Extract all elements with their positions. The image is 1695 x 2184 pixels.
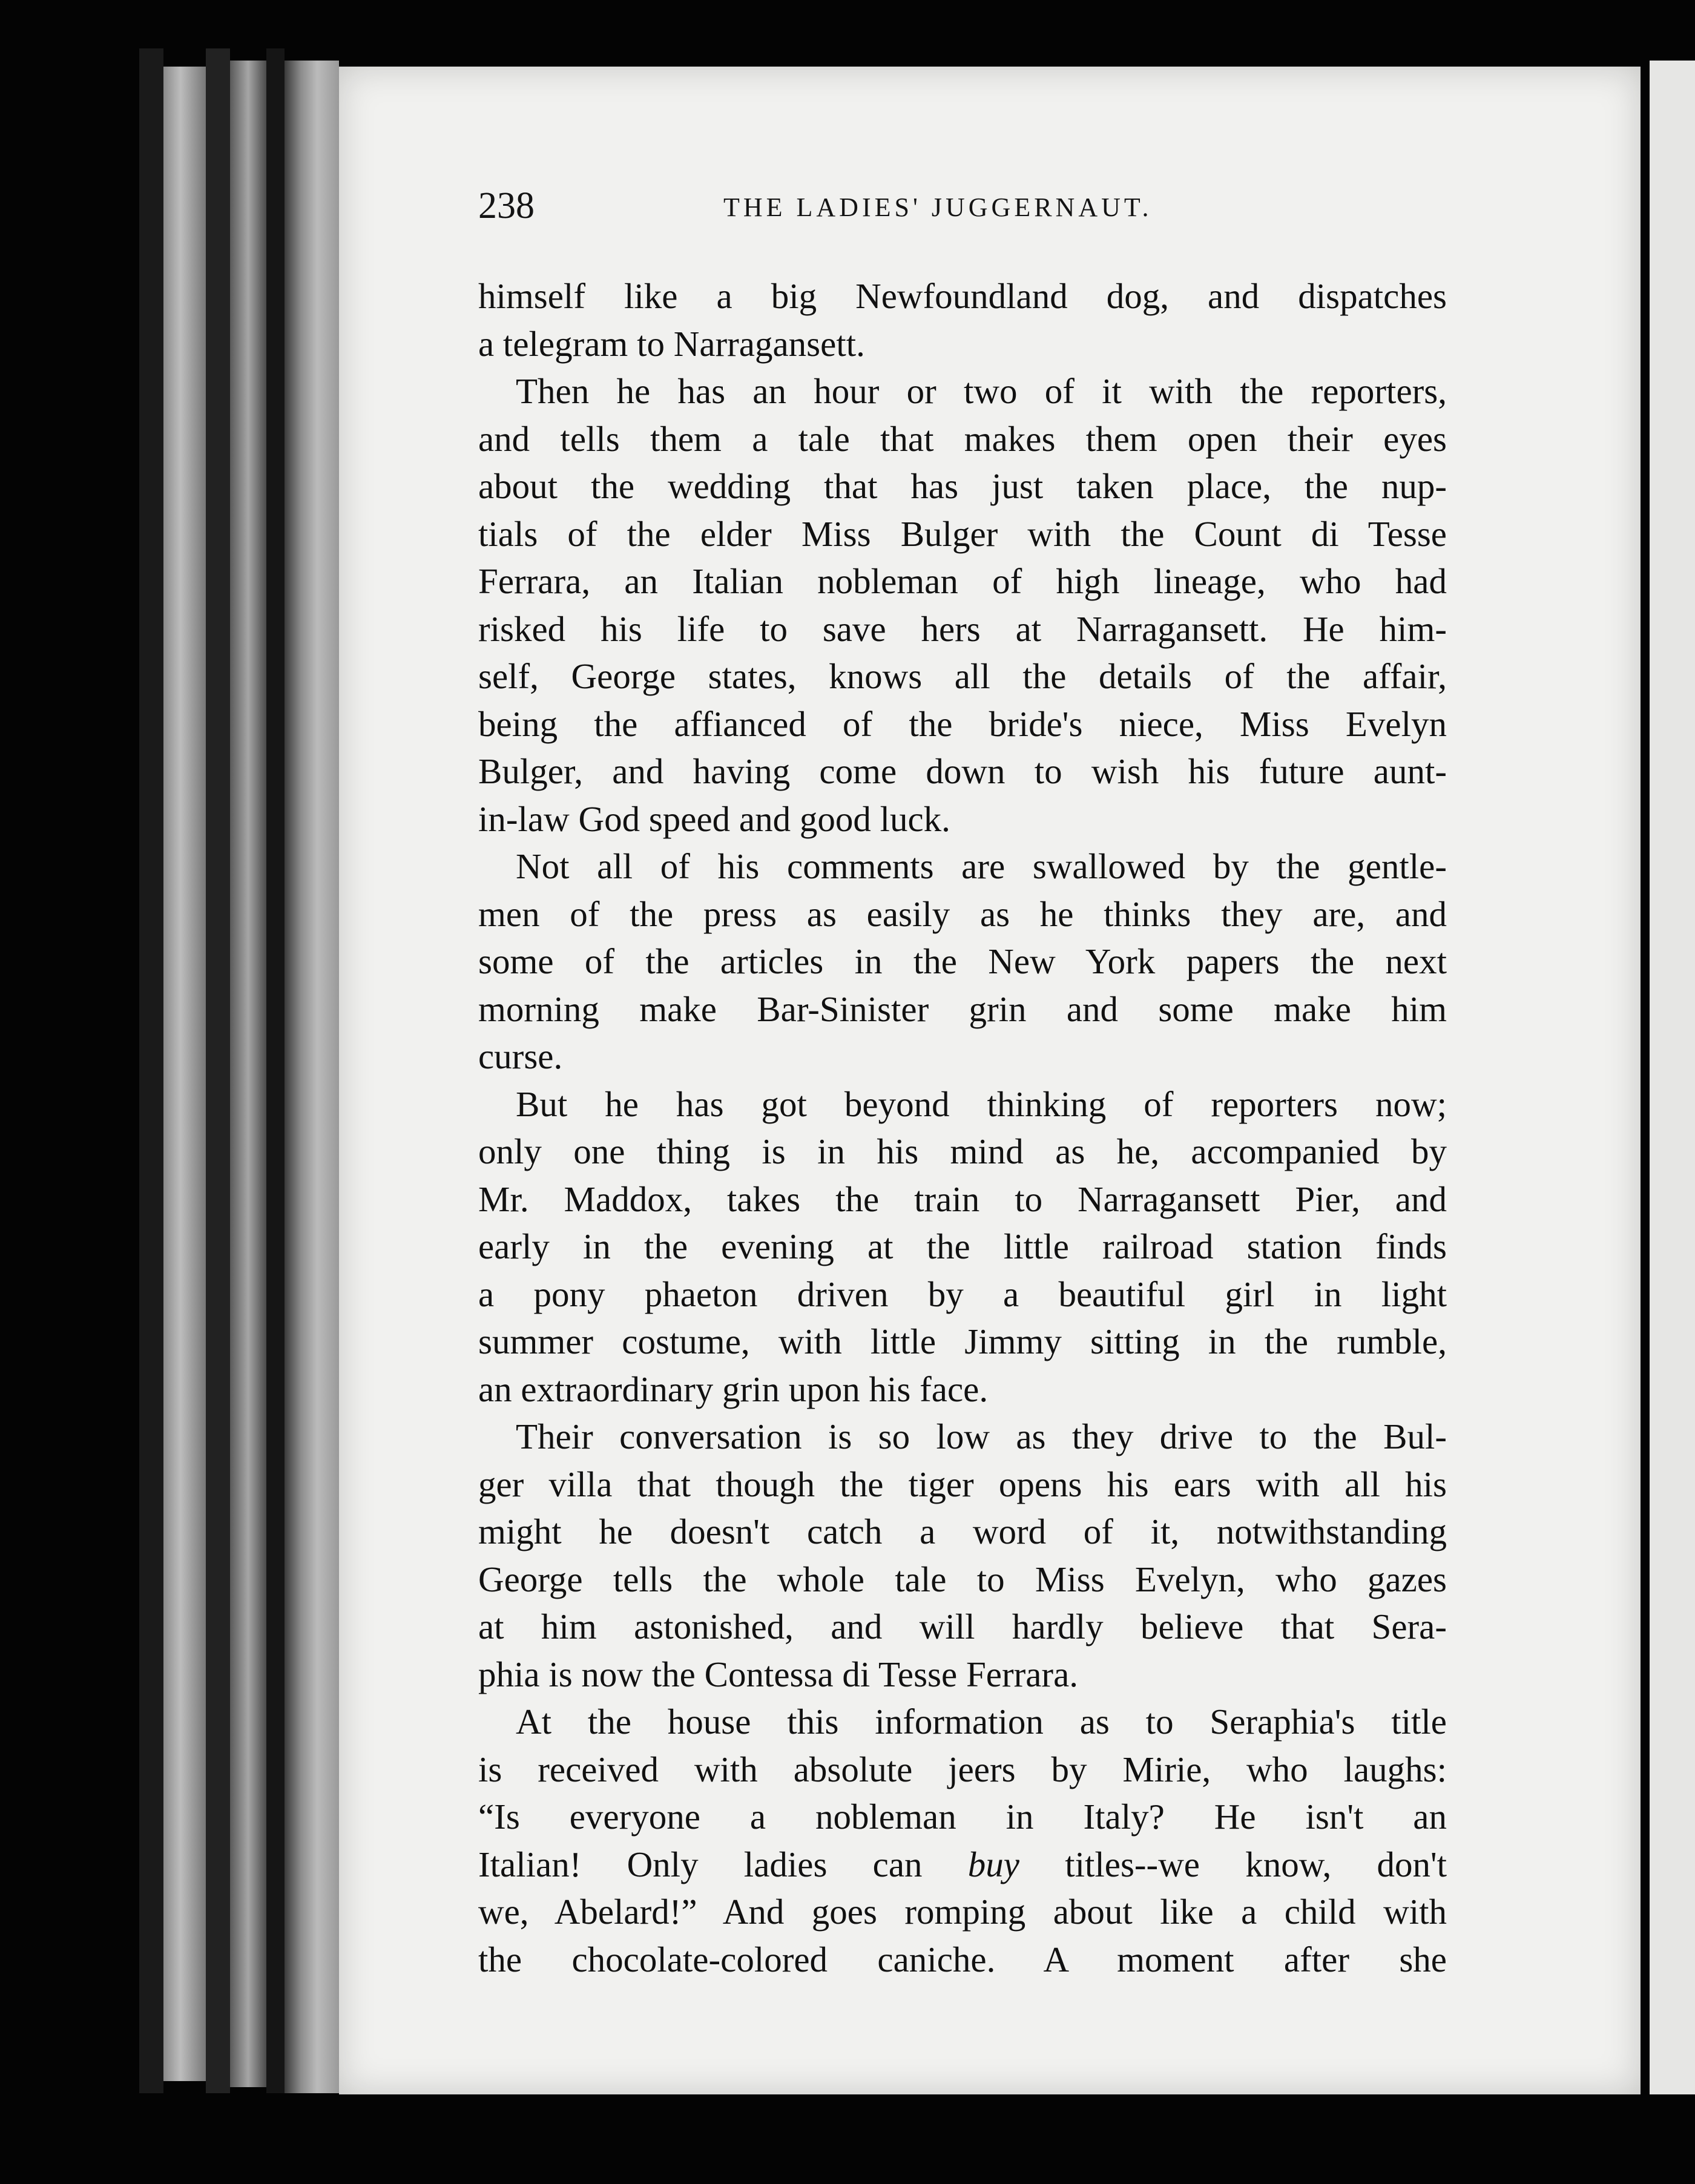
- binding-shadow: [206, 48, 230, 2093]
- text-line: the chocolate-colored caniche. A moment after she: [478, 1939, 1447, 1979]
- text-line: an extraordinary grin upon his face.: [478, 1369, 989, 1409]
- text-line: we, Abelard!” And goes romping about like a child with: [478, 1892, 1447, 1932]
- text-line: in-law God speed and good luck.: [478, 798, 950, 839]
- text-line: morning make Bar-Sinister grin and some make him: [478, 988, 1447, 1029]
- text-line: himself like a big Newfoundland dog, and dispatches: [478, 276, 1447, 316]
- text-segment: Italian! Only ladies can: [478, 1844, 923, 1884]
- italic-word: buy: [967, 1844, 1019, 1884]
- text-line: Mr. Maddox, takes the train to Narragansett Pier, and: [478, 1179, 1447, 1219]
- text-line: risked his life to save hers at Narragansett. He him-: [478, 608, 1447, 649]
- text-line: being the affianced of the bride's niece, Miss Evelyn: [478, 703, 1447, 744]
- text-line: self, George states, knows all the details of the affair,: [478, 656, 1447, 696]
- text-line: is received with absolute jeers by Mirie, who laughs:: [478, 1749, 1447, 1789]
- text-line: Their conversation is so low as they drive to the Bul-: [516, 1416, 1447, 1456]
- text-line: Ferrara, an Italian nobleman of high lineage, who had: [478, 561, 1447, 601]
- text-line: curse.: [478, 1036, 563, 1076]
- binding-shadow: [266, 48, 285, 2093]
- text-line: men of the press as easily as he thinks they are, and: [478, 893, 1447, 934]
- text-line: might he doesn't catch a word of it, notwithstanding: [478, 1511, 1447, 1551]
- book-title-header: THE LADIES' JUGGERNAUT.: [723, 192, 1153, 222]
- text-line: But he has got beyond thinking of reporters now;: [516, 1084, 1447, 1124]
- text-line: At the house this information as to Seraphia's title: [516, 1702, 1447, 1742]
- running-head: [478, 185, 1205, 233]
- text-line: Then he has an hour or two of it with the reporters,: [516, 371, 1447, 411]
- text-segment: titles--we know, don't: [1065, 1844, 1447, 1884]
- text-line: [478, 1841, 1447, 1889]
- text-line: and tells them a tale that makes them open their eyes: [478, 418, 1447, 459]
- facing-page-edge: [1650, 61, 1695, 2094]
- text-line: tials of the elder Miss Bulger with the Count di Tesse: [478, 513, 1447, 554]
- body-text: [478, 272, 1447, 1983]
- text-line: summer costume, with little Jimmy sitting in the rumble,: [478, 1321, 1447, 1361]
- text-line: George tells the whole tale to Miss Evelyn, who gazes: [478, 1559, 1447, 1599]
- text-line: ger villa that though the tiger opens his ears with all his: [478, 1464, 1447, 1504]
- text-line: about the wedding that has just taken place, the nup-: [478, 466, 1447, 506]
- page-edge-stack: [285, 61, 339, 2093]
- text-line: “Is everyone a nobleman in Italy? He isn't an: [478, 1797, 1447, 1837]
- text-line: a telegram to Narragansett.: [478, 323, 865, 364]
- page-edge-stack: [163, 67, 206, 2081]
- text-line: a pony phaeton driven by a beautiful girl in light: [478, 1274, 1447, 1314]
- text-line: Bulger, and having come down to wish his future aunt-: [478, 751, 1447, 791]
- text-line: at him astonished, and will hardly believe that Sera-: [478, 1607, 1447, 1646]
- text-line: early in the evening at the little railroad station finds: [478, 1226, 1447, 1266]
- text-line: some of the articles in the New York papers the next: [478, 941, 1447, 981]
- binding-shadow: [139, 48, 163, 2093]
- page-number: 238: [478, 185, 535, 226]
- text-line: phia is now the Contessa di Tesse Ferrara.: [478, 1654, 1079, 1694]
- text-line: Not all of his comments are swallowed by the gentle-: [516, 846, 1447, 886]
- page-edge-stack: [230, 61, 266, 2087]
- text-line: only one thing is in his mind as he, accompanied by: [478, 1131, 1447, 1171]
